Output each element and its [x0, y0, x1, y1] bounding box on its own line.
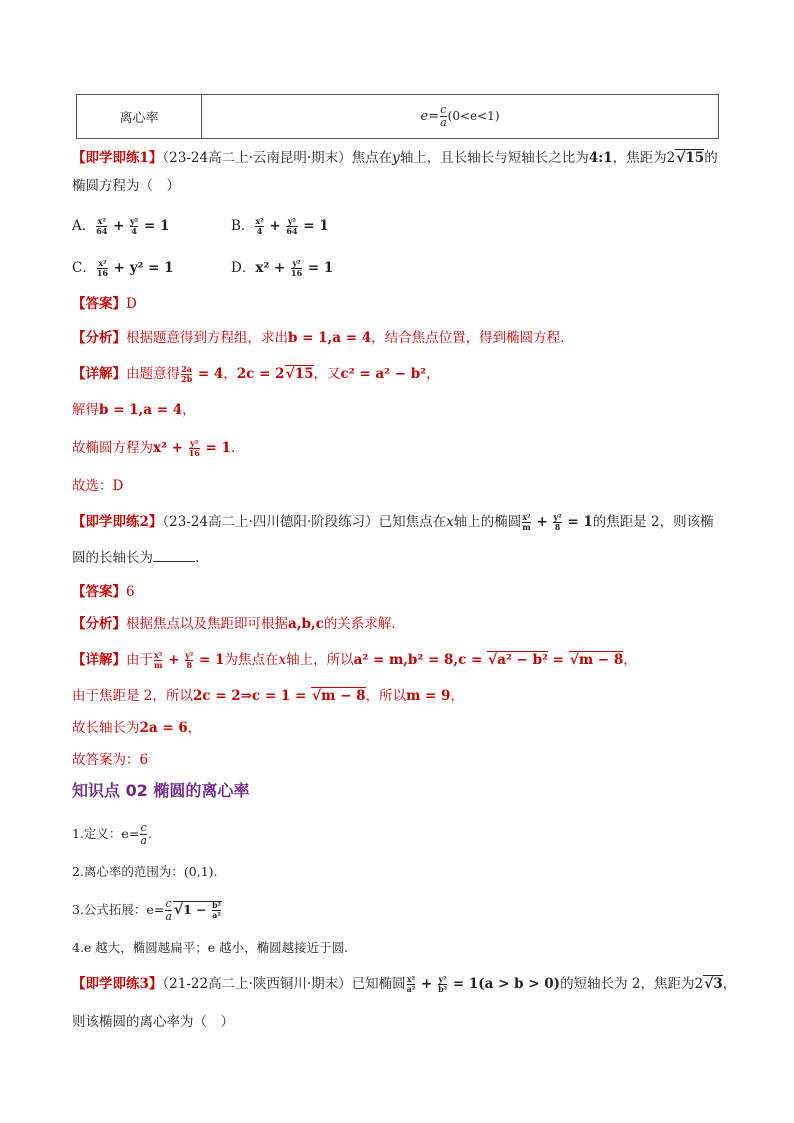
ex1-q-sqrt: √15 [676, 150, 705, 166]
ex2-analysis: 【分析】根据焦点以及焦距即可根据a,b,c的关系求解. [72, 616, 396, 632]
table-label-cell [77, 95, 202, 139]
ex1-answer: 【答案】D [72, 296, 137, 312]
ex1-opt-a-label: A． [72, 218, 96, 234]
table-formula-cell [202, 95, 719, 139]
ex1-option-b: B． $\frac{\text{x²}}{4}$ + $\frac{\text{y²}}{64}$ = 1 [231, 216, 329, 236]
table-formula-post: (0<e<1) [447, 109, 500, 123]
ex1-opt-d-label: D． [231, 260, 256, 276]
kp-range: 2.离心率的范围为：(0,1). [72, 864, 218, 879]
ex1-question-line2 [72, 176, 180, 196]
ex1-option-c: C． $\frac{\text{x²}}{16}$ + y² = 1 [72, 258, 174, 278]
ex3-question-line2: 则该椭圆的离心率为（ ） [72, 1014, 234, 1030]
ex1-tag: 【即学即练1】 [72, 150, 163, 166]
ex1-choose: 故选：D [72, 478, 124, 494]
ex1-q-d: 的 [704, 150, 718, 166]
ex1-q-ratio: 4:1 [588, 150, 613, 166]
kp-note: 4.e 越大，椭圆越扁平；e 越小，椭圆越接近于圆. [72, 940, 349, 955]
table-formula-pre: e= [420, 109, 440, 124]
ex1-source: （23-24高二上·云南昆明·期末）焦点在 [162, 150, 393, 166]
ex1-option-d: D．x² + $\frac{\text{y²}}{16}$ = 1 [231, 258, 334, 278]
ex2-final: 故答案为：6 [72, 752, 149, 768]
kp-extension: 3.公式拓展：e= $\frac{c}{a}$ √1 − $\frac{\text{b²}}{\text{a²}}$ [72, 897, 222, 923]
ex2-since: 由于焦距是 2，所以2c = 2⇒c = 1 = √m − 8，所以m = 9， [72, 688, 464, 704]
ex1-q-b: 轴上，且长轴长与短轴长之比为 [399, 150, 589, 166]
section-heading: 知识点 02 椭圆的离心率 [72, 781, 250, 800]
ex1-opt-b-label: B． [231, 218, 255, 234]
kp-definition: 1.定义：e= $\frac{c}{a}$ . [72, 821, 152, 847]
ex1-q-sqrt-val: 15 [685, 150, 705, 166]
ex1-q-y: y [392, 150, 400, 166]
ex1-solve: 解得b = 1,a = 4， [72, 402, 196, 418]
ex2-long-axis: 故长轴长为2a = 6， [72, 720, 202, 736]
table-formula-num: c [440, 103, 447, 116]
ex1-question-line1 [72, 148, 718, 168]
ex1-equation: 故椭圆方程为x² + $\frac{\text{y²}}{16}$ = 1. [72, 438, 236, 458]
eccentricity-table [76, 94, 719, 139]
ex1-option-a: A． $\frac{\text{x²}}{64}$ + $\frac{\text{y²}}{4}$ = 1 [72, 216, 170, 236]
ex3-question-line1: 【即学即练3】（21-22高二上·陕西铜川·期末）已知椭圆 $\frac{\text{x²}}{\text{a²}}$ + $\frac{\text{y²}}{\text{b²}}$ = 1(a > b > 0)的短轴长为 2，焦距为2√3， [72, 974, 737, 994]
ex1-opt-c-label: C． [72, 260, 96, 276]
ex1-q-c: ，焦距为2 [612, 150, 676, 166]
ex2-answer: 【答案】6 [72, 584, 135, 600]
ex2-detail: 【详解】由于 $\frac{\text{x²}}{m}$ + $\frac{\text{y²}}{8}$ = 1为焦点在x轴上，所以a² = m,b² = 8,c = √a² − b² = √m − 8， [72, 650, 637, 670]
ex1-detail: 【详解】由题意得 $\frac{2a}{2b}$ = 4，2c = 2√15，又c² = a² − b²， [72, 364, 440, 384]
ex1-line2: 椭圆方程为（ ） [72, 178, 180, 194]
ex2-question-line1: 【即学即练2】（23-24高二上·四川德阳·阶段练习）已知焦点在x轴上的椭圆 $\frac{\text{x²}}{m}$ + $\frac{\text{y²}}{8}$ = 1的焦距是 2，则该椭 [72, 512, 714, 532]
table-formula-fraction [440, 104, 447, 129]
table-formula-den: a [440, 116, 447, 129]
table-label: 离心率 [119, 111, 159, 126]
answer-blank [153, 549, 195, 562]
ex1-analysis: 【分析】根据题意得到方程组，求出b = 1,a = 4，结合焦点位置，得到椭圆方程. [72, 330, 565, 346]
ex2-question-line2: 圆的长轴长为 . [72, 550, 200, 566]
